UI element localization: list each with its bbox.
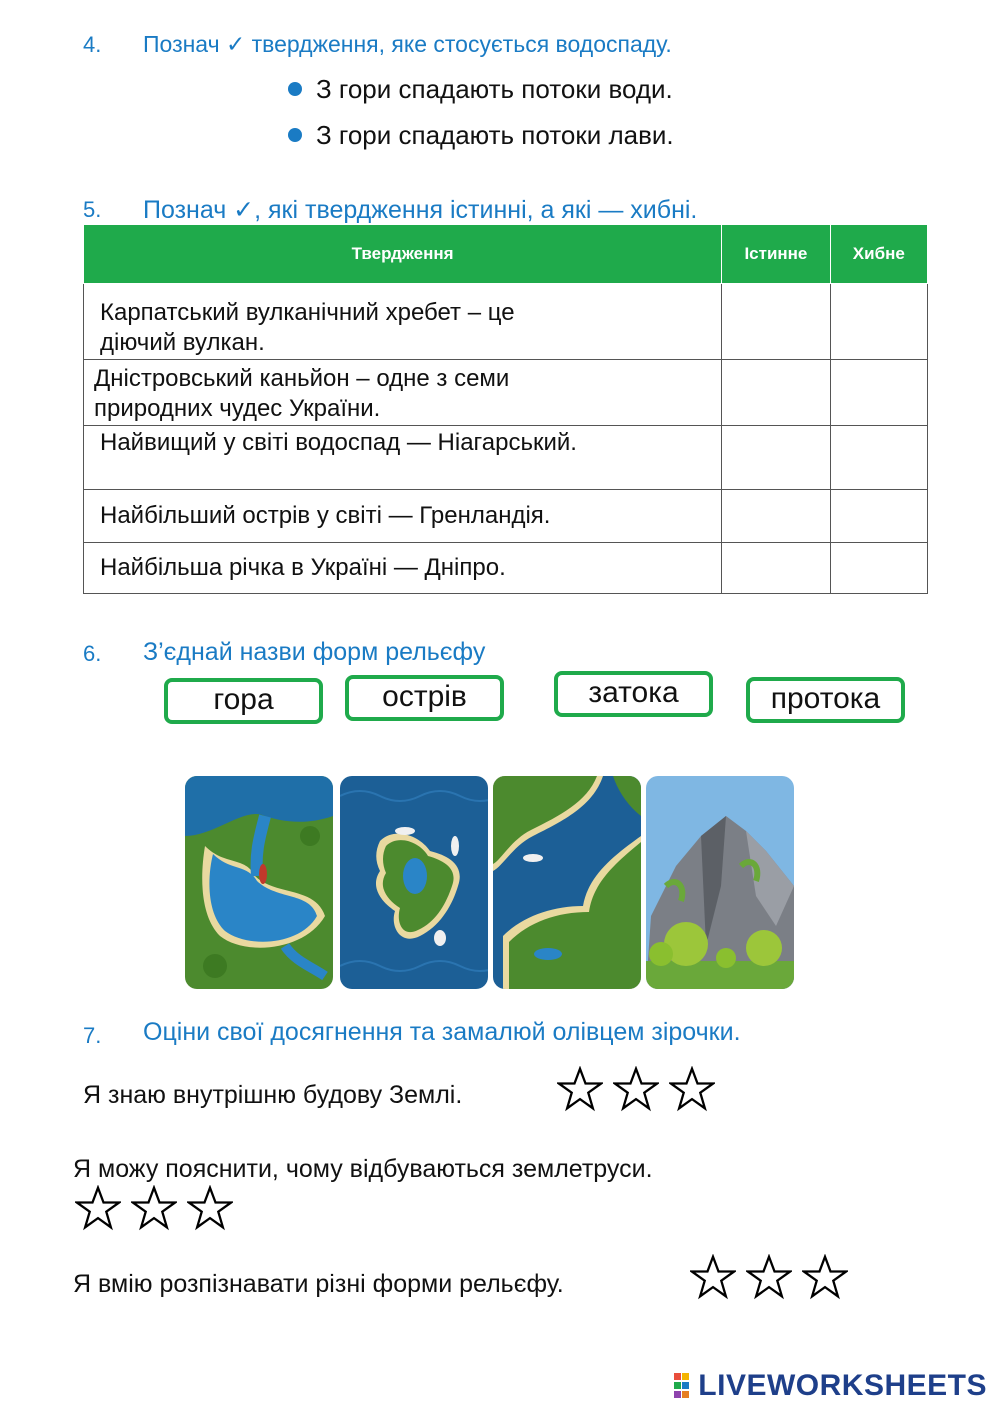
- island-picture[interactable]: [340, 776, 488, 989]
- statement-line: Карпатський вулканічний хребет – це: [100, 299, 515, 326]
- true-false-table: [83, 224, 928, 594]
- false-cell[interactable]: [830, 426, 927, 490]
- table-row: [84, 284, 928, 360]
- q4-option-1-bullet[interactable]: [288, 82, 302, 96]
- word-box-zatoka[interactable]: затока: [554, 671, 713, 717]
- table-row: [84, 426, 928, 490]
- table-row: [84, 490, 928, 543]
- star-icon[interactable]: [75, 1185, 121, 1231]
- word-box-protoka[interactable]: протока: [746, 677, 905, 723]
- q4-option-2[interactable]: З гори спадають потоки лави.: [316, 120, 674, 150]
- star-icon[interactable]: [802, 1254, 848, 1300]
- stars-row-1: [557, 1066, 715, 1112]
- false-cell[interactable]: [830, 543, 927, 594]
- q4-number: 4.: [83, 32, 102, 57]
- statement-cell: [84, 284, 722, 360]
- false-cell[interactable]: [830, 284, 927, 360]
- statement-line: Найбільший острів у світі — Гренландія.: [100, 502, 551, 529]
- self-assessment-3: Я вмію розпізнавати різні форми рельєфу.: [73, 1270, 564, 1298]
- liveworksheets-logo: [674, 1369, 987, 1403]
- statement-line: природних чудес України.: [94, 395, 381, 422]
- strait-picture[interactable]: [493, 776, 641, 989]
- col-true-header: Істинне: [722, 225, 830, 284]
- bay-illustration: [185, 776, 333, 989]
- q6-prompt: З’єднай назви форм рельєфу: [143, 638, 486, 666]
- bay-picture[interactable]: [185, 776, 333, 989]
- q4-prompt: Познач ✓ твердження, яке стосується водоспаду.: [143, 31, 672, 57]
- false-cell[interactable]: [830, 490, 927, 543]
- statement-line: Найбільша річка в Україні — Дніпро.: [100, 554, 506, 581]
- mountain-illustration: [646, 776, 794, 989]
- true-cell[interactable]: [722, 284, 830, 360]
- true-cell[interactable]: [722, 360, 830, 426]
- star-icon[interactable]: [669, 1066, 715, 1112]
- star-icon[interactable]: [557, 1066, 603, 1112]
- star-icon[interactable]: [187, 1185, 233, 1231]
- stars-row-2: [75, 1185, 233, 1231]
- statement-cell: [84, 360, 722, 426]
- col-statement-header: Твердження: [84, 225, 722, 284]
- false-cell[interactable]: [830, 360, 927, 426]
- star-icon[interactable]: [746, 1254, 792, 1300]
- q5-prompt: Познач ✓, які твердження істинні, а які — хибні.: [143, 196, 698, 224]
- word-box-ostriv[interactable]: острів: [345, 675, 504, 721]
- statement-line: діючий вулкан.: [100, 329, 265, 356]
- q4-option-1[interactable]: З гори спадають потоки води.: [316, 74, 673, 104]
- word-box-gora[interactable]: гора: [164, 678, 323, 724]
- true-cell[interactable]: [722, 490, 830, 543]
- logo-text: LIVEWORKSHEETS: [698, 1369, 987, 1402]
- statement-cell: [84, 490, 722, 543]
- statement-cell: [84, 543, 722, 594]
- statement-cell: [84, 426, 722, 490]
- self-assessment-1: Я знаю внутрішню будову Землі.: [83, 1081, 463, 1109]
- table-row: [84, 543, 928, 594]
- true-cell[interactable]: [722, 426, 830, 490]
- logo-mark-icon: [674, 1373, 698, 1399]
- q5-number: 5.: [83, 197, 102, 222]
- table-row: [84, 360, 928, 426]
- star-icon[interactable]: [131, 1185, 177, 1231]
- star-icon[interactable]: [690, 1254, 736, 1300]
- q7-prompt: Оціни свої досягнення та замалюй олівцем зірочки.: [143, 1018, 741, 1046]
- q4-option-2-bullet[interactable]: [288, 128, 302, 142]
- true-cell[interactable]: [722, 543, 830, 594]
- col-false-header: Хибне: [830, 225, 927, 284]
- star-icon[interactable]: [613, 1066, 659, 1112]
- q6-number: 6.: [83, 641, 102, 666]
- stars-row-3: [690, 1254, 848, 1300]
- self-assessment-2: Я можу пояснити, чому відбуваються землетруси.: [73, 1155, 653, 1183]
- island-illustration: [340, 776, 488, 989]
- statement-line: Дністровський каньйон – одне з семи: [94, 365, 510, 392]
- q7-number: 7.: [83, 1023, 102, 1048]
- strait-illustration: [493, 776, 641, 989]
- statement-line: Найвищий у світі водоспад — Ніагарський.: [100, 429, 577, 456]
- mountain-picture[interactable]: [646, 776, 794, 989]
